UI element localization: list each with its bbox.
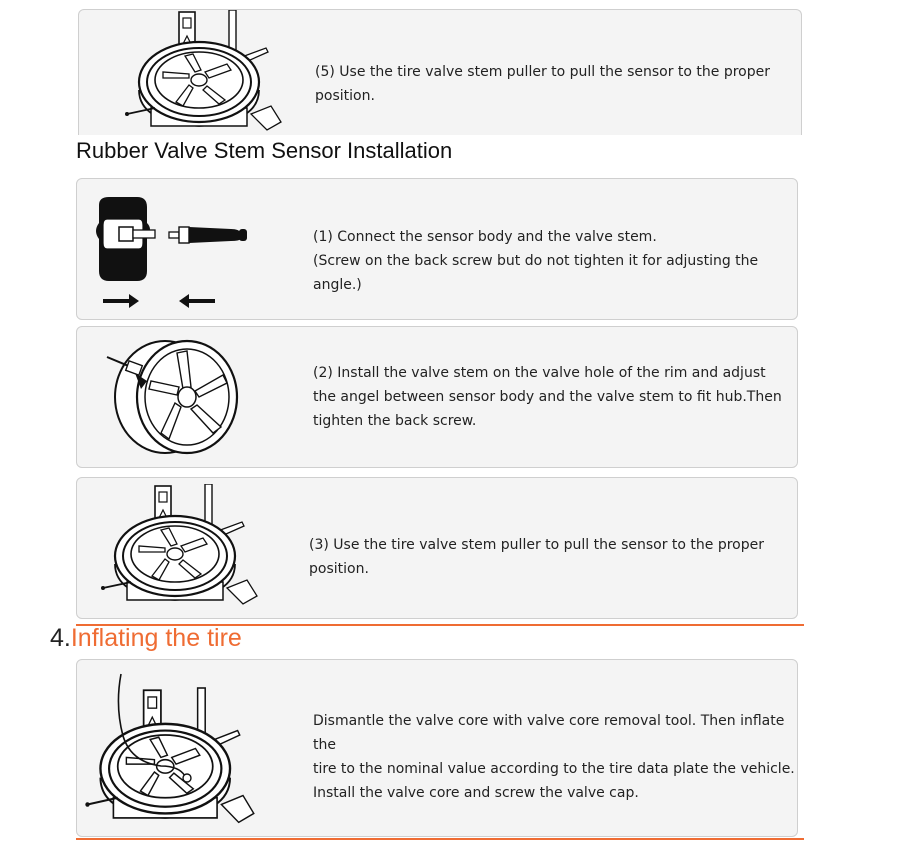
section-heading-rubber-valve: Rubber Valve Stem Sensor Installation <box>76 138 453 163</box>
step-text: (3) Use the tire valve stem puller to pull the sensor to the proper position. <box>309 537 764 577</box>
step-text: (2) Install the valve stem on the valve hole of the rim and adjust the angel between sensor body and the valve stem to fit hub.Then tighten the back screw. <box>313 365 782 429</box>
instruction-card-step-3 <box>76 477 798 619</box>
tire-inflation-icon <box>81 666 261 832</box>
instruction-card-inflate <box>76 659 798 837</box>
instruction-card-step-2 <box>76 326 798 468</box>
section-divider <box>76 838 804 840</box>
tire-changer-icon <box>97 484 267 610</box>
rim-icon <box>103 335 243 461</box>
step-text: (5) Use the tire valve stem puller to pull the sensor to the proper position. <box>315 64 770 104</box>
instruction-card-step-5 <box>78 9 802 135</box>
instruction-card-step-1 <box>76 178 798 320</box>
step-text: (1) Connect the sensor body and the valve stem. (Screw on the back screw but do not tighten it for adjusting the angle.) <box>313 229 759 293</box>
section-title: Inflating the tire <box>70 624 242 652</box>
section-heading-inflating <box>50 624 242 653</box>
sensor-and-valve-stem-icon <box>89 193 259 309</box>
section-number: 4. <box>50 624 71 652</box>
step-text: Dismantle the valve core with valve core removal tool. Then inflate the tire to the nominal value according to the tire data plate the vehicle. Install the valve core and screw the valve cap. <box>313 713 795 801</box>
tire-changer-icon <box>121 10 291 135</box>
